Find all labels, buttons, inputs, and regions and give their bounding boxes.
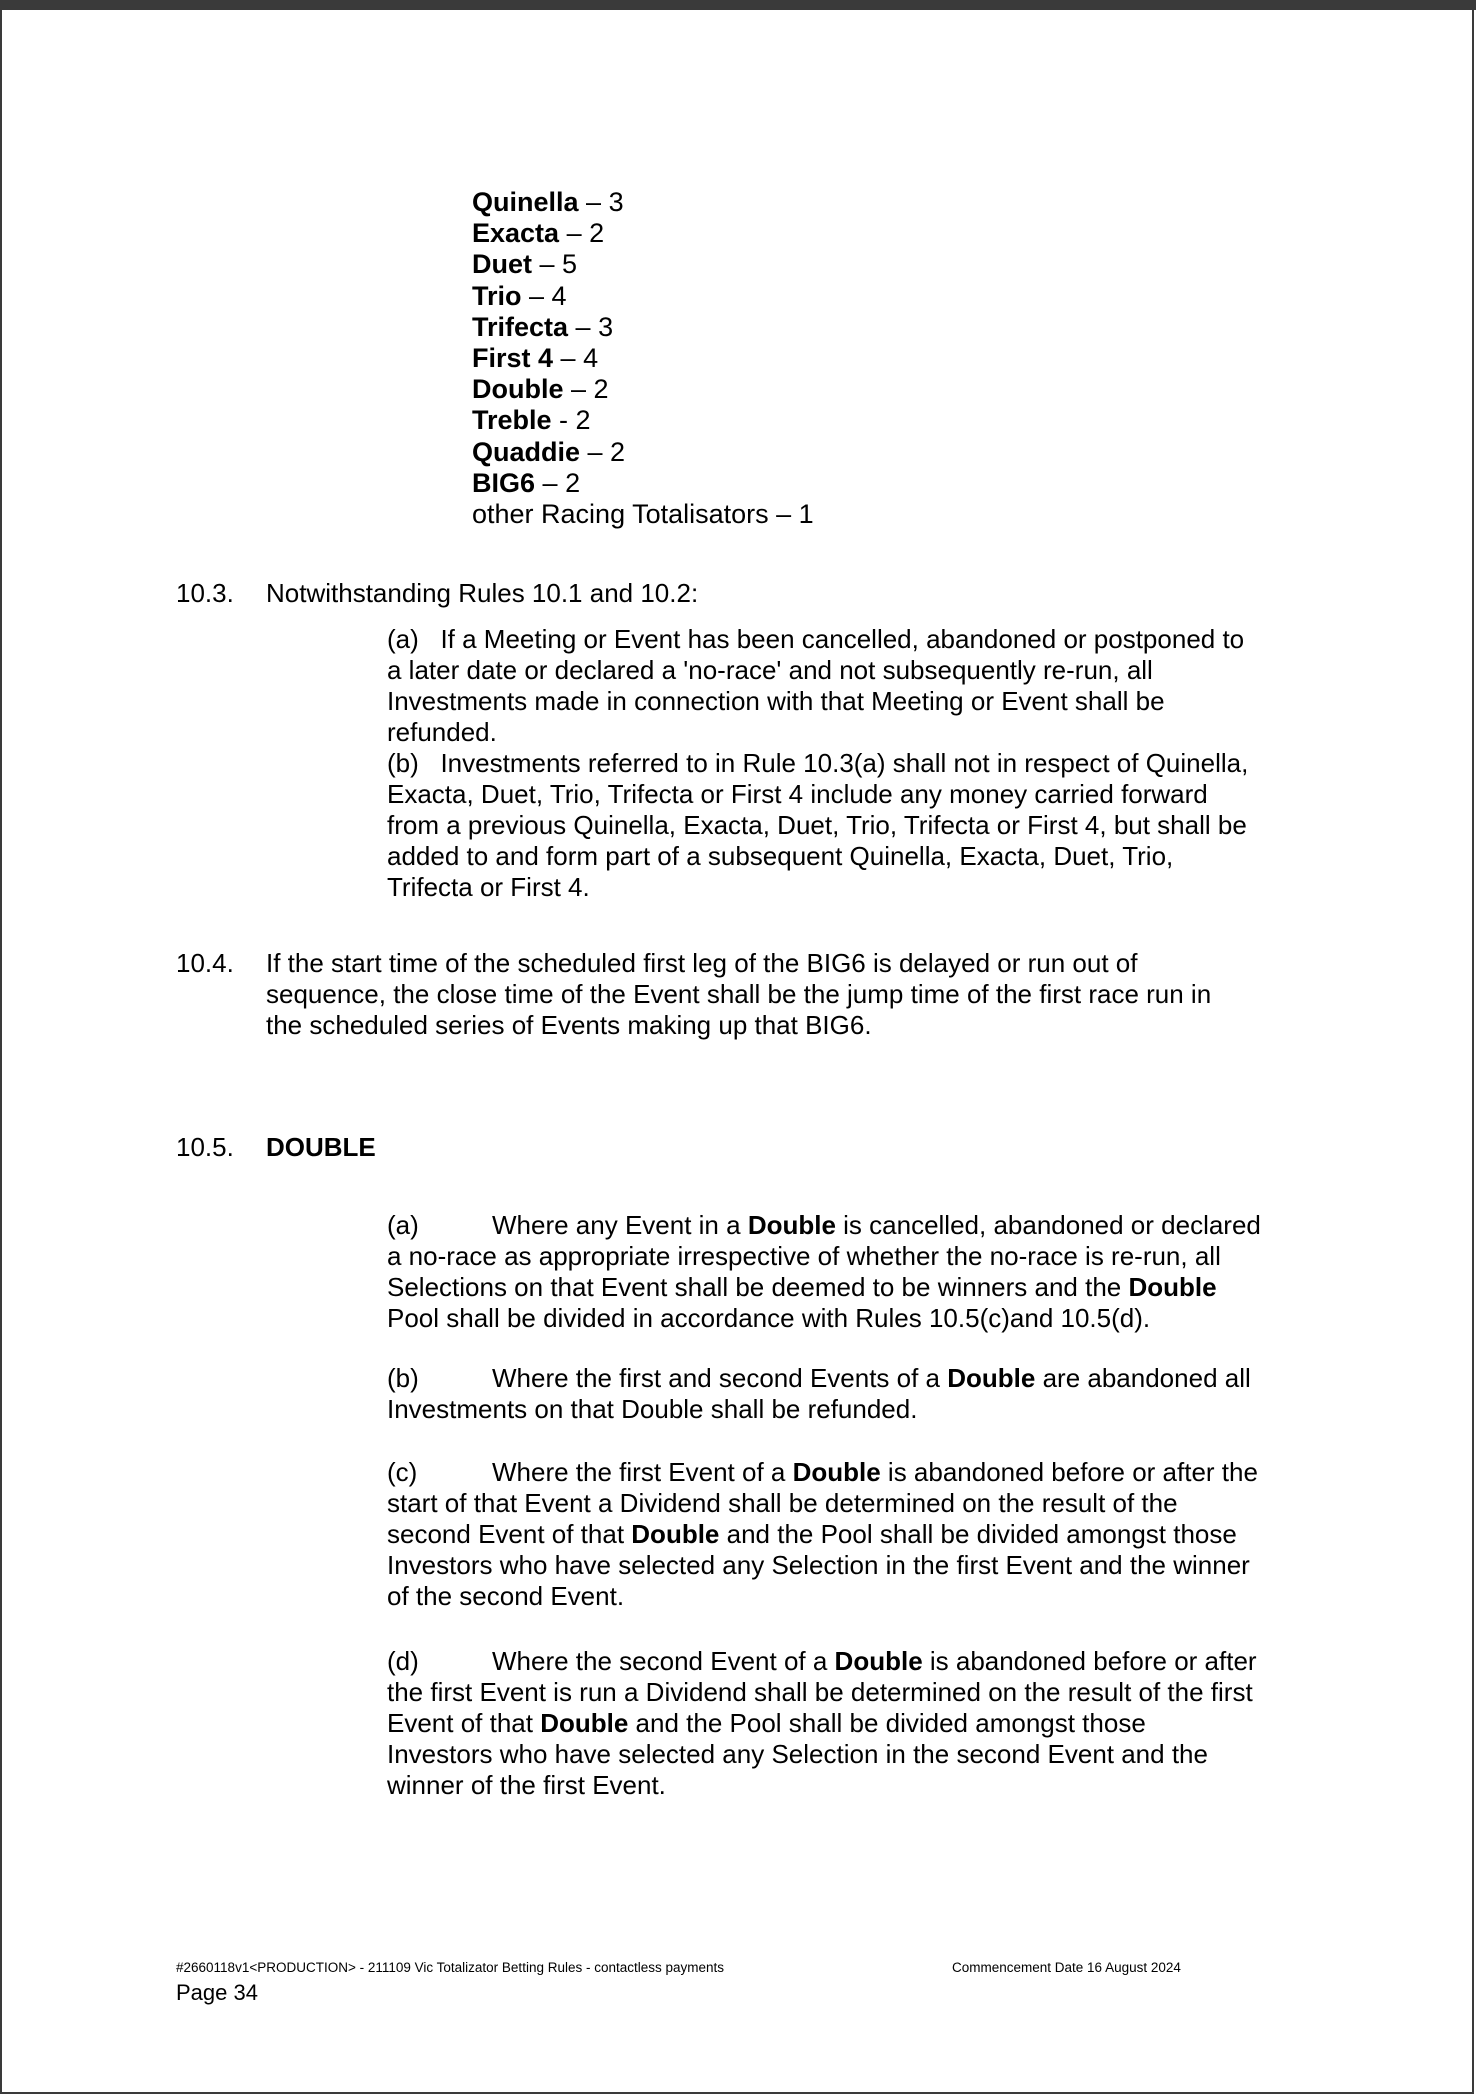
clause-number-10-4: 10.4. <box>176 948 234 978</box>
clause-number-10-3: 10.3. <box>176 578 234 608</box>
bet-item: First 4 – 4 <box>472 343 599 374</box>
rule-10-3-a: (a) If a Meeting or Event has been cancelled, abandoned or postponed to a later date or declared a 'no-race' and not subsequently re-run, all Investments made in connection with that Meeting or Event shall be refunded. <box>387 624 1245 747</box>
bet-item: Duet – 5 <box>472 249 578 280</box>
bet-item: Exacta – 2 <box>472 218 605 249</box>
rule-10-3-b: (b) Investments referred to in Rule 10.3(a) shall not in respect of Quinella, Exacta, Duet, Trio, Trifecta or First 4 include any money carried forward from a previous Quinella, Exacta, Duet, Trio, Trifecta or First 4, but shall be added to and form part of a subsequent Quinella, Exacta, Duet, Trio, Trifecta or First 4. <box>387 748 1249 902</box>
bet-item: Trio – 4 <box>472 280 567 311</box>
bet-item: Double – 2 <box>472 374 609 405</box>
bet-item: BIG6 – 2 <box>472 467 581 498</box>
para-label: (c) <box>387 1457 418 1487</box>
bet-item: Quaddie – 2 <box>472 436 626 467</box>
para-label: (a) <box>387 624 419 654</box>
footer-commencement-date: Commencement Date 16 August 2024 <box>952 1960 1181 1975</box>
clause-number-10-5: 10.5. <box>176 1132 234 1162</box>
rule-10-5-b: (b) Where the first and second Events of a Double are abandoned all Investments on that Double shall be refunded. <box>387 1363 1251 1424</box>
bet-item: Trifecta – 3 <box>472 311 614 342</box>
para-label: (b) <box>387 748 419 778</box>
footer-page-number: Page 34 <box>176 1980 258 2005</box>
bet-item: Treble - 2 <box>472 405 591 436</box>
bet-type-list <box>472 187 814 530</box>
viewer-top-bar <box>0 0 1476 10</box>
footer-document-reference: #2660118v1<PRODUCTION> - 211109 Vic Totalizator Betting Rules - contactless payments <box>176 1960 725 1975</box>
clause-heading-10-5: DOUBLE <box>266 1132 376 1162</box>
clause-body-10-4: If the start time of the scheduled first leg of the BIG6 is delayed or run out of sequence, the close time of the Event shall be the jump time of the first race run in the scheduled series of Events making up that BIG6. <box>266 948 1212 1040</box>
clause-heading-10-3: Notwithstanding Rules 10.1 and 10.2: <box>266 578 699 608</box>
rule-10-5-d: (d) Where the second Event of a Double is abandoned before or after the first Event is run a Dividend shall be determined on the result of the first Event of that Double and the Pool shall be divided amongst those Investors who have selected any Selection in the second Event and the winner of the first Event. <box>387 1646 1257 1800</box>
rule-10-5-a: (a) Where any Event in a Double is cancelled, abandoned or declared a no-race as appropriate irrespective of whether the no-race is re-run, all Selections on that Event shall be deemed to be winners and the Double Pool shall be divided in accordance with Rules 10.5(c)and 10.5(d). <box>387 1210 1261 1333</box>
para-label: (b) <box>387 1363 419 1393</box>
para-label: (a) <box>387 1210 419 1240</box>
para-label: (d) <box>387 1646 419 1676</box>
bet-item-other: other Racing Totalisators – 1 <box>472 499 814 530</box>
bet-item: Quinella – 3 <box>472 187 624 217</box>
rule-10-5-c: (c) Where the first Event of a Double is abandoned before or after the start of that Event a Dividend shall be determined on the result of the second Event of that Double and the Pool shall be divided amongst those Investors who have selected any Selection in the first Event and the winner of the second Event. <box>387 1457 1258 1611</box>
